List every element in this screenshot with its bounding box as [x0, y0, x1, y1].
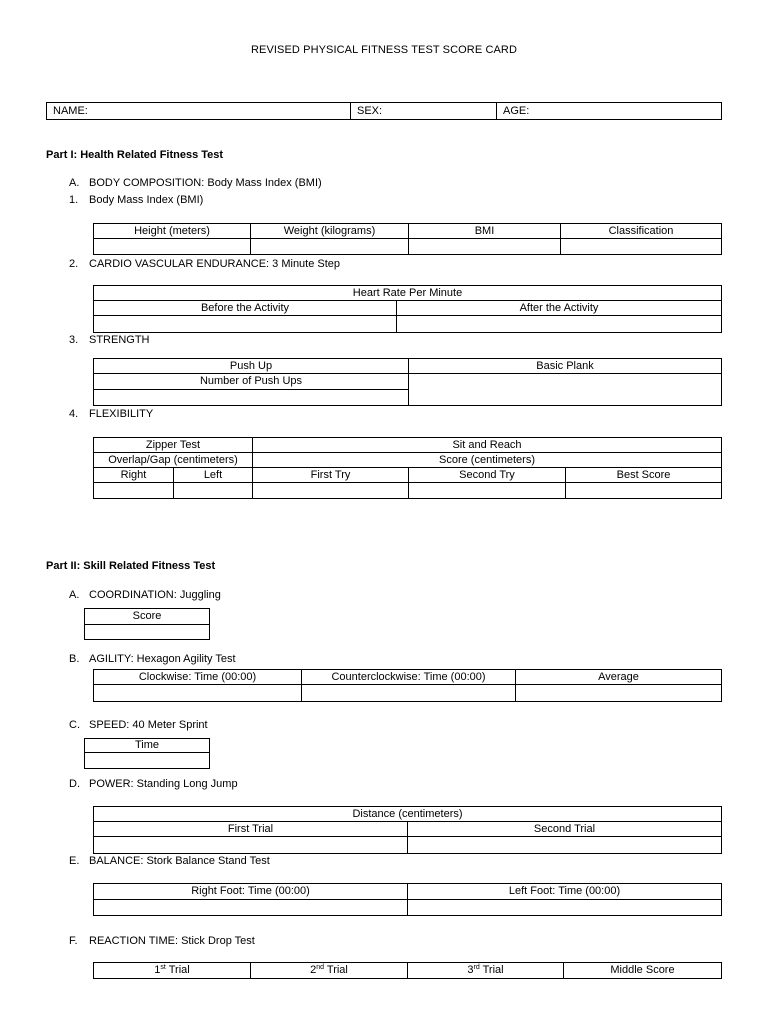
list-marker: D.	[69, 778, 80, 790]
sex-field[interactable]: SEX:	[351, 103, 497, 120]
juggling-score-cell[interactable]	[85, 625, 210, 640]
reaction-label: F. REACTION TIME: Stick Drop Test	[69, 935, 255, 947]
table-header: Best Score	[566, 468, 722, 483]
sprint-time-cell[interactable]	[85, 753, 210, 769]
basic-plank-cell[interactable]	[409, 374, 722, 406]
clockwise-cell[interactable]	[94, 685, 302, 702]
agility-label: B. AGILITY: Hexagon Agility Test	[69, 653, 236, 665]
second-trial-cell[interactable]	[408, 837, 722, 854]
student-info-table	[46, 102, 722, 120]
table-header: Heart Rate Per Minute	[94, 286, 722, 301]
table-header: Classification	[561, 224, 722, 239]
page-title: REVISED PHYSICAL FITNESS TEST SCORE CARD	[250, 44, 518, 56]
table-header: Left	[174, 468, 253, 483]
cardio-table	[93, 285, 722, 333]
reaction-table	[93, 962, 722, 979]
bmi-cell[interactable]	[409, 239, 561, 255]
push-ups-cell[interactable]	[94, 390, 409, 406]
middle-score-header: Middle Score	[564, 963, 722, 979]
balance-table	[93, 883, 722, 916]
table-header: Average	[516, 670, 722, 685]
table-header: Weight (kilograms)	[251, 224, 409, 239]
counterclockwise-cell[interactable]	[302, 685, 516, 702]
list-marker: 1.	[69, 194, 79, 206]
second-try-cell[interactable]	[409, 483, 566, 499]
table-header: Left Foot: Time (00:00)	[408, 884, 722, 900]
flexibility-label: 4. FLEXIBILITY	[69, 408, 154, 420]
table-header: Distance (centimeters)	[94, 807, 722, 822]
table-header: First Trial	[94, 822, 408, 837]
table-header: Second Trial	[408, 822, 722, 837]
weight-cell[interactable]	[251, 239, 409, 255]
list-marker: E.	[69, 855, 80, 867]
age-field[interactable]: AGE:	[497, 103, 722, 120]
classification-cell[interactable]	[561, 239, 722, 255]
third-trial-header: 3rd Trial	[408, 963, 564, 979]
table-header: Counterclockwise: Time (00:00)	[302, 670, 516, 685]
right-foot-cell[interactable]	[94, 900, 408, 916]
table-header: Clockwise: Time (00:00)	[94, 670, 302, 685]
name-field[interactable]: NAME:	[47, 103, 351, 120]
after-activity-cell[interactable]	[397, 316, 722, 333]
power-label: D. POWER: Standing Long Jump	[69, 778, 238, 790]
before-activity-cell[interactable]	[94, 316, 397, 333]
body-composition-label: A. BODY COMPOSITION: Body Mass Index (BMI)	[69, 177, 322, 189]
second-trial-header: 2nd Trial	[251, 963, 408, 979]
speed-table	[84, 738, 210, 769]
table-header: Score	[85, 609, 210, 625]
table-header: After the Activity	[397, 301, 722, 316]
table-header: Score (centimeters)	[253, 453, 722, 468]
list-marker: 2.	[69, 258, 79, 270]
list-marker: B.	[69, 653, 80, 665]
list-marker: A.	[69, 589, 80, 601]
balance-label: E. BALANCE: Stork Balance Stand Test	[69, 855, 270, 867]
zipper-right-cell[interactable]	[94, 483, 174, 499]
list-marker: 4.	[69, 408, 79, 420]
list-marker: A.	[69, 177, 80, 189]
table-header: First Try	[253, 468, 409, 483]
first-trial-header: 1st Trial	[94, 963, 251, 979]
table-header: Right	[94, 468, 174, 483]
height-cell[interactable]	[94, 239, 251, 255]
table-header: Overlap/Gap (centimeters)	[94, 453, 253, 468]
power-table	[93, 806, 722, 854]
table-header: Time	[85, 739, 210, 753]
table-header: BMI	[409, 224, 561, 239]
table-header: Height (meters)	[94, 224, 251, 239]
agility-table	[93, 669, 722, 702]
strength-label: 3. STRENGTH	[69, 334, 150, 346]
list-marker: F.	[69, 935, 78, 947]
table-header: Basic Plank	[409, 359, 722, 374]
flexibility-table	[93, 437, 722, 499]
part2-heading: Part II: Skill Related Fitness Test	[46, 560, 216, 572]
first-trial-cell[interactable]	[94, 837, 408, 854]
average-cell[interactable]	[516, 685, 722, 702]
table-header: Zipper Test	[94, 438, 253, 453]
cardio-label: 2. CARDIO VASCULAR ENDURANCE: 3 Minute Step	[69, 258, 341, 270]
bmi-label: 1. Body Mass Index (BMI)	[69, 194, 204, 206]
part1-heading: Part I: Health Related Fitness Test	[46, 149, 224, 161]
coordination-table	[84, 608, 210, 640]
list-marker: C.	[69, 719, 80, 731]
strength-table	[93, 358, 722, 406]
zipper-left-cell[interactable]	[174, 483, 253, 499]
first-try-cell[interactable]	[253, 483, 409, 499]
coordination-label: A. COORDINATION: Juggling	[69, 589, 221, 601]
table-header: Push Up	[94, 359, 409, 374]
left-foot-cell[interactable]	[408, 900, 722, 916]
table-header: Right Foot: Time (00:00)	[94, 884, 408, 900]
table-header: Second Try	[409, 468, 566, 483]
bmi-table	[93, 223, 722, 255]
table-header: Before the Activity	[94, 301, 397, 316]
list-marker: 3.	[69, 334, 79, 346]
table-header: Number of Push Ups	[94, 374, 409, 390]
speed-label: C. SPEED: 40 Meter Sprint	[69, 719, 208, 731]
table-header: Sit and Reach	[253, 438, 722, 453]
best-score-cell[interactable]	[566, 483, 722, 499]
